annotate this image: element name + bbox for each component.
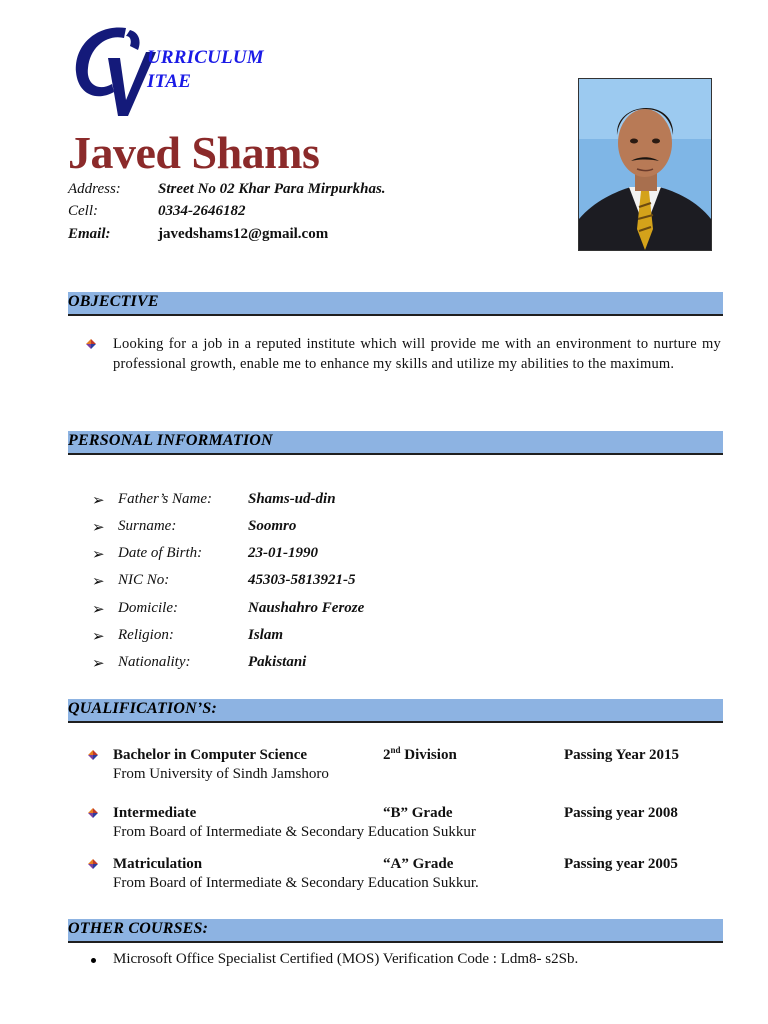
- qualification-title: Matriculation: [113, 856, 203, 872]
- qualification-title: Intermediate: [113, 805, 197, 821]
- four-color-diamond-bullet-icon: [86, 339, 96, 349]
- cv-logo: [68, 22, 158, 118]
- cell-label: Cell:: [68, 203, 98, 219]
- personal-info-value: Pakistani: [248, 654, 307, 670]
- qualification-year: Passing Year 2015: [564, 747, 680, 763]
- address-value: Street No 02 Khar Para Mirpurkhas.: [158, 181, 386, 197]
- profile-photo: [578, 78, 712, 251]
- round-bullet-icon: [91, 958, 96, 963]
- qualification-year: Passing year 2005: [564, 856, 678, 872]
- qualification-grade: “A” Grade: [383, 856, 454, 872]
- four-color-diamond-bullet-icon: [88, 859, 98, 869]
- four-color-diamond-bullet-icon: [88, 808, 98, 818]
- right-arrow-bullet-icon: ➢: [92, 656, 105, 672]
- right-arrow-bullet-icon: ➢: [92, 602, 105, 618]
- qualification-year: Passing year 2008: [564, 805, 678, 821]
- cell-value: 0334-2646182: [158, 203, 246, 219]
- right-arrow-bullet-icon: ➢: [92, 520, 105, 536]
- personal-info-value: Islam: [248, 627, 284, 643]
- right-arrow-bullet-icon: ➢: [92, 547, 105, 563]
- right-arrow-bullet-icon: ➢: [92, 629, 105, 645]
- section-courses-title: OTHER COURSES:: [68, 920, 209, 937]
- personal-info-value: Soomro: [248, 518, 297, 534]
- right-arrow-bullet-icon: ➢: [92, 574, 105, 590]
- personal-info-value: Naushahro Feroze: [248, 600, 365, 616]
- email-value: javedshams12@gmail.com: [158, 226, 329, 242]
- candidate-name: Javed Shams: [68, 127, 320, 178]
- personal-info-label: NIC No:: [118, 572, 170, 588]
- section-personal-title: PERSONAL INFORMATION: [68, 432, 273, 449]
- qualification-institution: From University of Sindh Jamshoro: [113, 766, 329, 782]
- personal-info-label: Domicile:: [118, 600, 178, 616]
- objective-text: Looking for a job in a reputed institute which will provide me with an environment to nurture my professional growth, enable me to enhance my skills and utilize my abilities to the maximum.: [113, 336, 721, 372]
- course-item: Microsoft Office Specialist Certified (MOS) Verification Code : Ldm8- s2Sb.: [113, 951, 579, 967]
- personal-info-value: 23-01-1990: [248, 545, 318, 561]
- qualification-institution: From Board of Intermediate & Secondary Education Sukkur.: [113, 875, 479, 891]
- qualification-institution: From Board of Intermediate & Secondary Education Sukkur: [113, 824, 476, 840]
- section-objective: [68, 292, 723, 316]
- section-qualifications: [68, 699, 723, 723]
- section-qualifications-title: QUALIFICATION’S:: [68, 700, 218, 717]
- qualification-title: Bachelor in Computer Science: [113, 747, 308, 763]
- personal-info-label: Nationality:: [118, 654, 191, 670]
- personal-info-label: Surname:: [118, 518, 177, 534]
- personal-info-value: 45303-5813921-5: [248, 572, 356, 588]
- four-color-diamond-bullet-icon: [88, 750, 98, 760]
- right-arrow-bullet-icon: ➢: [92, 493, 105, 509]
- address-label: Address:: [68, 181, 121, 197]
- personal-info-value: Shams-ud-din: [248, 491, 336, 507]
- logo-word-itae: ITAE: [147, 71, 192, 92]
- section-other-courses: [68, 919, 723, 943]
- personal-info-label: Religion:: [118, 627, 174, 643]
- qualification-grade: 2nd Division: [383, 745, 457, 763]
- section-objective-title: OBJECTIVE: [68, 293, 159, 310]
- email-label: Email:: [68, 226, 111, 242]
- personal-info-label: Father’s Name:: [118, 491, 213, 507]
- personal-info-label: Date of Birth:: [118, 545, 203, 561]
- logo-word-urriculum: URRICULUM: [147, 47, 264, 68]
- qualification-grade: “B” Grade: [383, 805, 453, 821]
- section-personal-information: [68, 431, 723, 455]
